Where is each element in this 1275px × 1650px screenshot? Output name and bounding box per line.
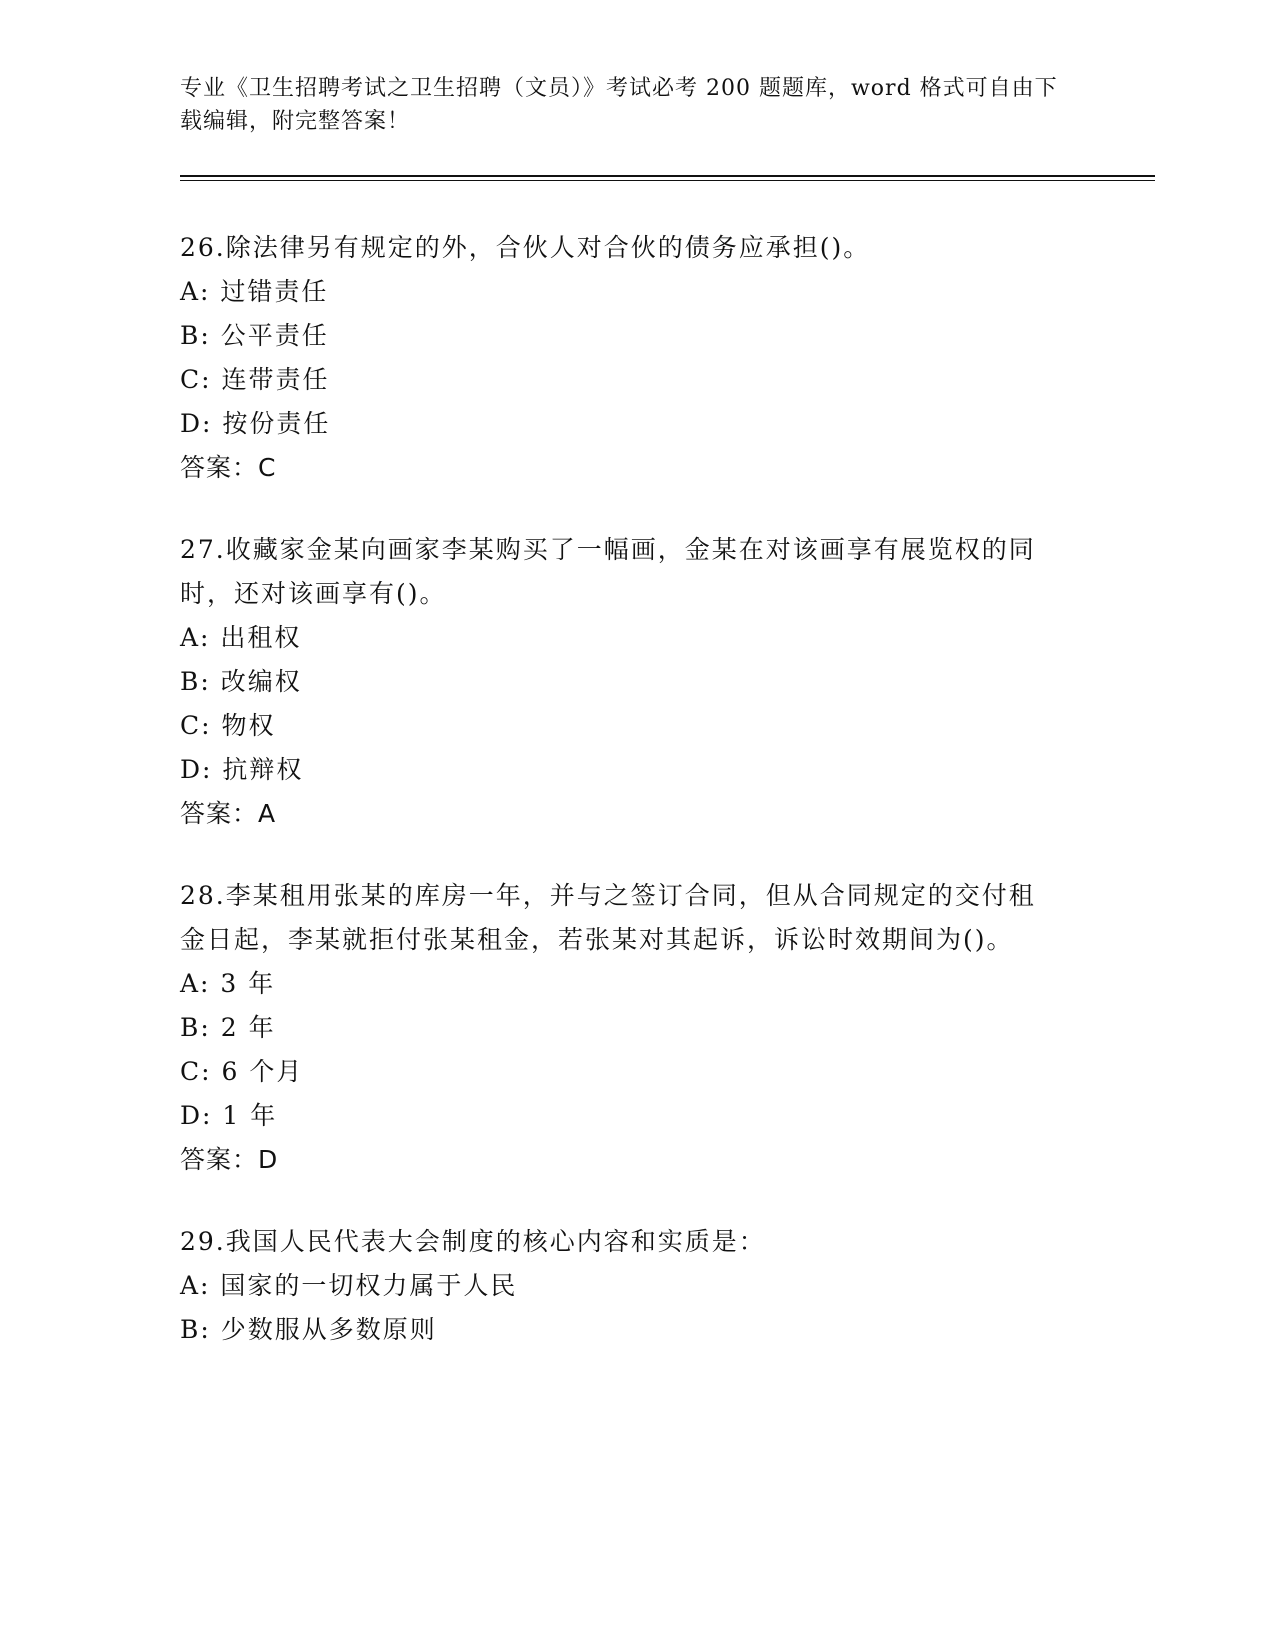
answer-line: 答案：C [180,453,277,482]
question-stem: 27.收藏家金某向画家李某购买了一幅画，金某在对该画享有展览权的同时，还对该画享有()。 [180,535,1036,608]
option-b: B: 公平责任 [180,321,329,350]
option-d: D: 抗辩权 [180,755,304,784]
question-28 [180,874,1060,1182]
question-stem: 29.我国人民代表大会制度的核心内容和实质是： [180,1227,766,1256]
option-b: B: 少数服从多数原则 [180,1315,437,1344]
answer-line: 答案：A [180,799,277,828]
option-a: A: 过错责任 [180,277,329,306]
document-header [180,72,1060,138]
option-a: A: 出租权 [180,623,302,652]
question-27 [180,528,1060,836]
header-divider [180,175,1155,181]
option-a: A: 国家的一切权力属于人民 [180,1271,518,1300]
option-a: A: 3 年 [180,969,276,998]
option-c: C: 6 个月 [180,1057,304,1086]
option-b: B: 2 年 [180,1013,276,1042]
header-text: 专业《卫生招聘考试之卫生招聘（文员）》考试必考 200 题题库，word 格式可自由下载编辑，附完整答案！ [180,76,1058,134]
question-26 [180,226,1060,490]
option-c: C: 物权 [180,711,276,740]
option-c: C: 连带责任 [180,365,330,394]
option-b: B: 改编权 [180,667,302,696]
question-29 [180,1220,1060,1352]
option-d: D: 1 年 [180,1101,278,1130]
option-d: D: 按份责任 [180,409,331,438]
question-stem: 28.李某租用张某的库房一年，并与之签订合同，但从合同规定的交付租金日起，李某就拒付张某租金，若张某对其起诉，诉讼时效期间为()。 [180,881,1036,954]
answer-line: 答案：D [180,1145,279,1174]
question-list [180,226,1060,1390]
question-stem: 26.除法律另有规定的外，合伙人对合伙的债务应承担()。 [180,233,871,262]
